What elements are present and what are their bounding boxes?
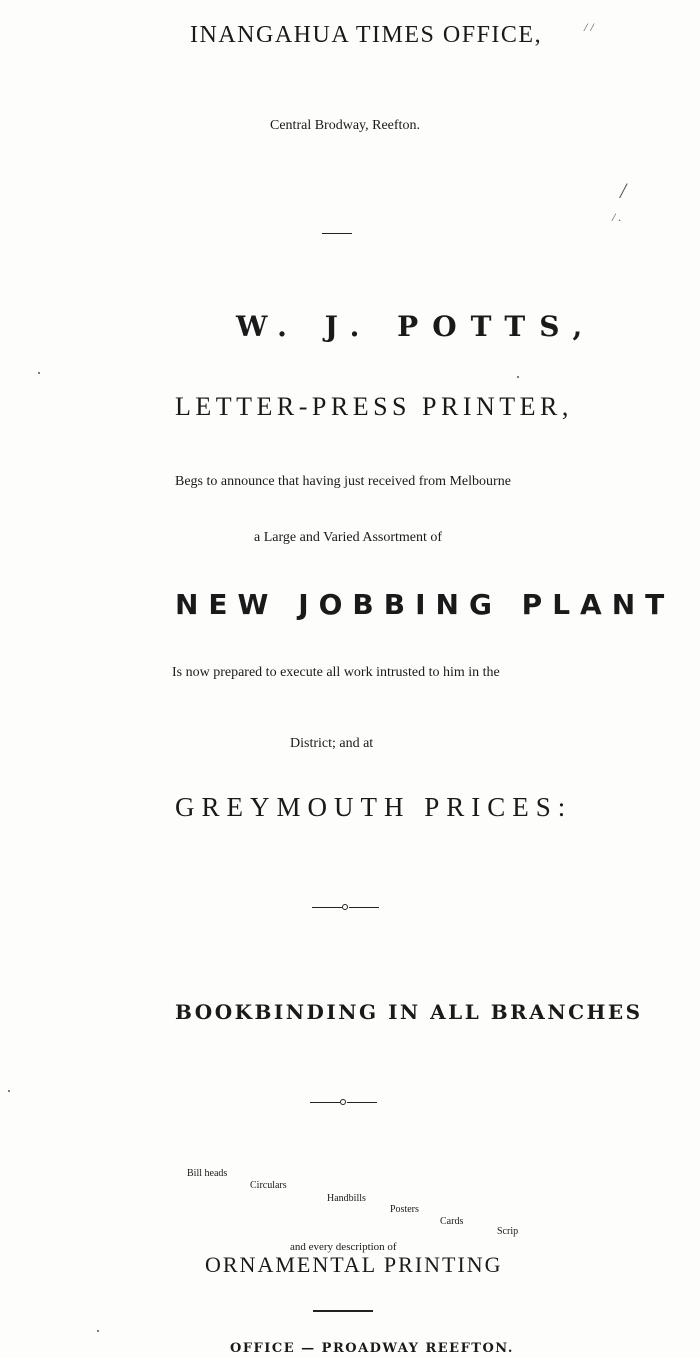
ornament-rule-right	[349, 907, 379, 908]
product-scrip: Scrip	[497, 1226, 519, 1237]
announcement-line-4: District; and at	[290, 736, 374, 751]
office-address: Central Brodway, Reefton.	[270, 118, 420, 133]
office-footer: OFFICE — PROADWAY REEFTON.	[230, 1341, 514, 1356]
announcement-line-3: Is now prepared to execute all work intrusted to him in the	[172, 665, 500, 680]
announcement-line-1: Begs to announce that having just received from Melbourne	[175, 474, 511, 489]
every-description: and every description of	[290, 1241, 397, 1253]
margin-mark: / /	[584, 20, 594, 34]
margin-scribble: / .	[612, 210, 622, 224]
ornament-rule-right-2	[347, 1102, 377, 1103]
ornament-rule-left-2	[310, 1102, 340, 1103]
office-title: INANGAHUA TIMES OFFICE,	[190, 22, 543, 48]
margin-slash: /	[620, 178, 627, 203]
product-handbills: Handbills	[327, 1193, 366, 1204]
trade-title: LETTER-PRESS PRINTER,	[175, 392, 573, 421]
ornament-rule-left	[312, 907, 342, 908]
scan-speck	[97, 1330, 99, 1332]
greymouth-prices: GREYMOUTH PRICES:	[175, 792, 573, 822]
product-circulars: Circulars	[250, 1180, 287, 1191]
headline-new-jobbing-plant: NEW JOBBING PLANT	[175, 588, 675, 621]
announcement-line-2: a Large and Varied Assortment of	[254, 530, 443, 545]
scan-speck	[38, 372, 40, 374]
scan-speck	[8, 1090, 10, 1092]
header-divider	[322, 233, 352, 234]
product-bill-heads: Bill heads	[187, 1168, 228, 1179]
ornament-dot-2	[340, 1099, 346, 1105]
product-posters: Posters	[390, 1204, 419, 1215]
ornament-dot	[342, 904, 348, 910]
bookbinding-heading: BOOKBINDING IN ALL BRANCHES	[175, 1000, 643, 1024]
footer-divider	[313, 1310, 373, 1312]
scan-speck	[517, 376, 519, 378]
product-cards: Cards	[440, 1216, 464, 1227]
ornamental-printing: ORNAMENTAL PRINTING	[205, 1252, 503, 1277]
proprietor-name: W. J. POTTS,	[236, 310, 597, 343]
